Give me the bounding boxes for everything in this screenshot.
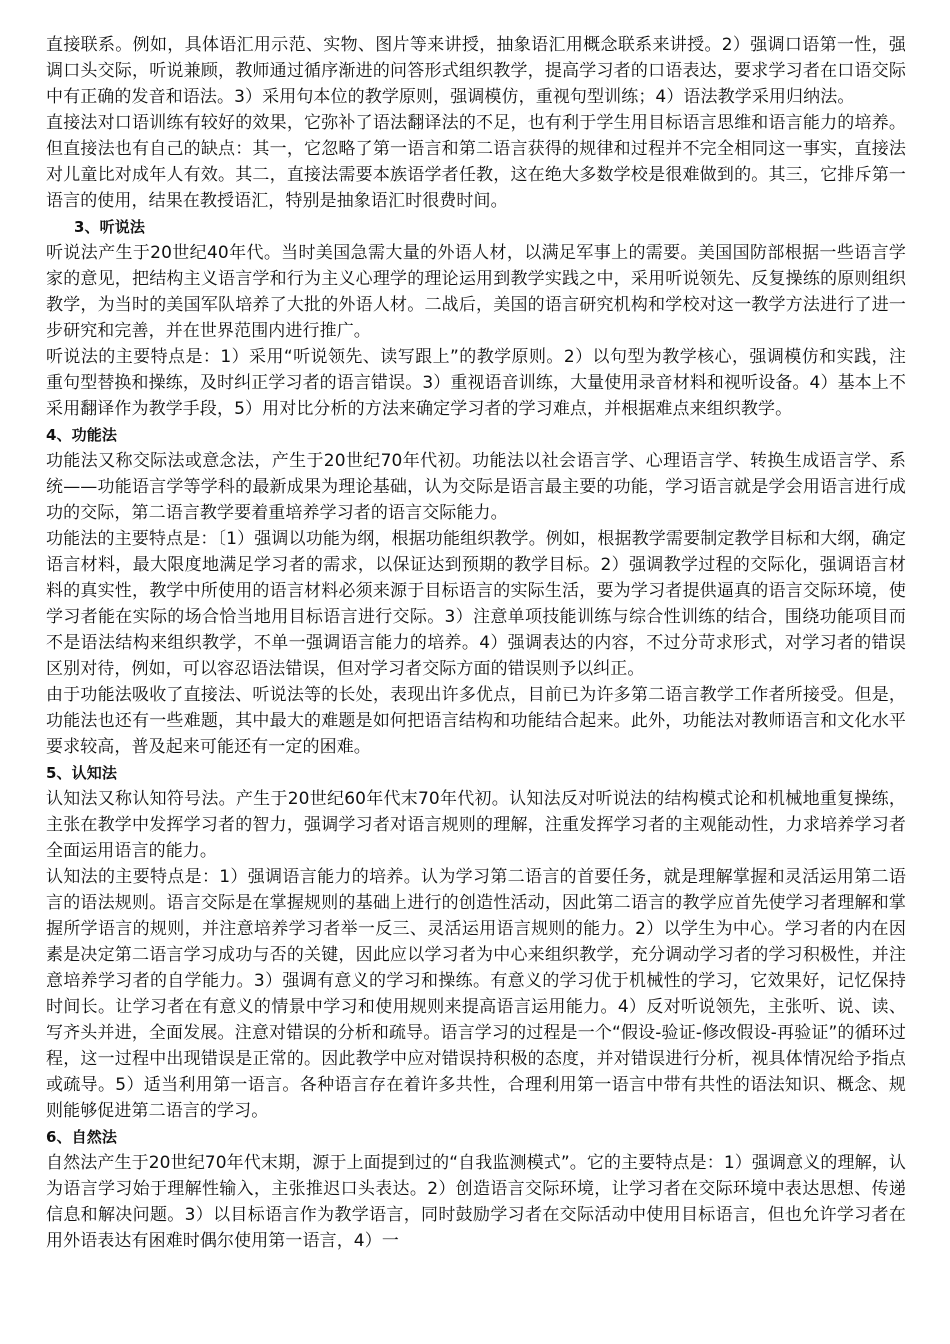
heading-cognitive-method: 5、认知法: [46, 764, 117, 782]
paragraph-direct-method-evaluation: 直接法对口语训练有较好的效果，它弥补了语法翻译法的不足，也有利于学生用目标语言思维和语言能力的培养。但直接法也有自己的缺点：其一，它忽略了第一语言和第二语言获得的规律和过程并不完全相同这一事实，直接法对儿童比对成年人有效。其二，直接法需要本族语学者任教，这在绝大多数学校是很难做到的。其三，它排斥第一语言的使用，结果在教授语汇，特别是抽象语汇时很费时间。: [46, 113, 906, 211]
paragraph-cognitive-origin: 认知法又称认知符号法。产生于20世纪60年代末70年代初。认知法反对听说法的结构模式论和机械地重复操练，主张在教学中发挥学习者的智力，强调学习者对语言规则的理解，注重发挥学习者的主观能动性，力求培养学习者全面运用语言的能力。: [46, 789, 906, 861]
paragraph-audiolingual-origin: 听说法产生于20世纪40年代。当时美国急需大量的外语人材，以满足军事上的需要。美国国防部根据一些语言学家的意见，把结构主义语言学和行为主义心理学的理论运用到教学实践之中，采用听说领先、反复操练的原则组织教学，为当时的美国军队培养了大批的外语人材。二战后，美国的语言研究机构和学校对这一教学方法进行了进一步研究和完善，并在世界范围内进行推广。: [46, 243, 906, 341]
paragraph-functional-features: 功能法的主要特点是：〔1）强调以功能为纲，根据功能组织教学。例如，根据教学需要制定教学目标和大纲，确定语言材料，最大限度地满足学习者的需求，以保证达到预期的教学目标。2）强调教学过程的交际化，强调语言材料的真实性，教学中所使用的语言材料必须来源于目标语言的实际生活，要为学习者提供逼真的语言交际环境，使学习者能在实际的场合恰当地用目标语言进行交际。3）注意单项技能训练与综合性训练的结合，围绕功能项目而不是语法结构来组织教学，不单一强调语言能力的培养。4）强调表达的内容，不过分苛求形式，对学习者的错误区别对待，例如，可以容忍语法错误，但对学习者交际方面的错误则予以纠正。: [46, 529, 906, 679]
paragraph-cognitive-features: 认知法的主要特点是：1）强调语言能力的培养。认为学习第二语言的首要任务，就是理解掌握和灵活运用第二语言的语法规则。语言交际是在掌握规则的基础上进行的创造性活动，因此第二语言的教学应首先使学习者理解和掌握所学语言的规则，并注意培养学习者举一反三、灵活运用语言规则的能力。2）以学生为中心。学习者的内在因素是决定第二语言学习成功与否的关键，因此应以学习者为中心来组织教学，充分调动学习者的学习积极性，并注意培养学习者的自学能力。3）强调有意义的学习和操练。有意义的学习优于机械性的学习，它效果好，记忆保持时间长。让学习者在有意义的情景中学习和使用规则来提高语言运用能力。4）反对听说领先，主张听、说、读、写齐头并进，全面发展。注意对错误的分析和疏导。语言学习的过程是一个“假设-验证-修改假设-再验证”的循环过程，这一过程中出现错误是正常的。因此教学中应对错误持积极的态度，并对错误进行分析，视具体情况给予指点或疏导。5）适当利用第一语言。各种语言存在着许多共性，合理利用第一语言中带有共性的语法知识、概念、规则能够促进第二语言的学习。: [46, 867, 906, 1121]
paragraph-natural-method: 自然法产生于20世纪70年代末期，源于上面提到过的“自我监测模式”。它的主要特点是：1）强调意义的理解，认为语言学习始于理解性输入，主张推迟口头表达。2）创造语言交际环境，让学习者在交际环境中表达思想、传递信息和解决问题。3）以目标语言作为教学语言，同时鼓励学习者在交际活动中使用目标语言，但也允许学习者在用外语表达有困难时偶尔使用第一语言，4）一: [46, 1153, 906, 1251]
paragraph-direct-method-features: 直接联系。例如，具体语汇用示范、实物、图片等来讲授，抽象语汇用概念联系来讲授。2）强调口语第一性，强调口头交际，听说兼顾，教师通过循序渐进的问答形式组织教学，提高学习者的口语表达，要求学习者在口语交际中有正确的发音和语法。3）采用句本位的教学原则，强调模仿，重视句型训练；4）语法教学采用归纳法。: [46, 35, 906, 107]
heading-functional-method: 4、功能法: [46, 426, 117, 444]
heading-audiolingual-method: 3、听说法: [74, 218, 145, 236]
paragraph-functional-evaluation: 由于功能法吸收了直接法、听说法等的长处，表现出许多优点，目前已为许多第二语言教学工作者所接受。但是，功能法也还有一些难题，其中最大的难题是如何把语言结构和功能结合起来。此外，功能法对教师语言和文化水平要求较高，普及起来可能还有一定的困难。: [46, 685, 906, 757]
paragraph-audiolingual-features: 听说法的主要特点是：1）采用“听说领先、读写跟上”的教学原则。2）以句型为教学核心，强调模仿和实践，注重句型替换和操练，及时纠正学习者的语言错误。3）重视语音训练，大量使用录音材料和视听设备。4）基本上不采用翻译作为教学手段，5）用对比分析的方法来确定学习者的学习难点，并根据难点来组织教学。: [46, 347, 906, 419]
paragraph-functional-origin: 功能法又称交际法或意念法，产生于20世纪70年代初。功能法以社会语言学、心理语言学、转换生成语言学、系统——功能语言学等学科的最新成果为理论基础，认为交际是语言最主要的功能，学习语言就是学会用语言进行成功的交际，第二语言教学要着重培养学习者的语言交际能力。: [46, 451, 906, 523]
heading-natural-method: 6、自然法: [46, 1128, 117, 1146]
